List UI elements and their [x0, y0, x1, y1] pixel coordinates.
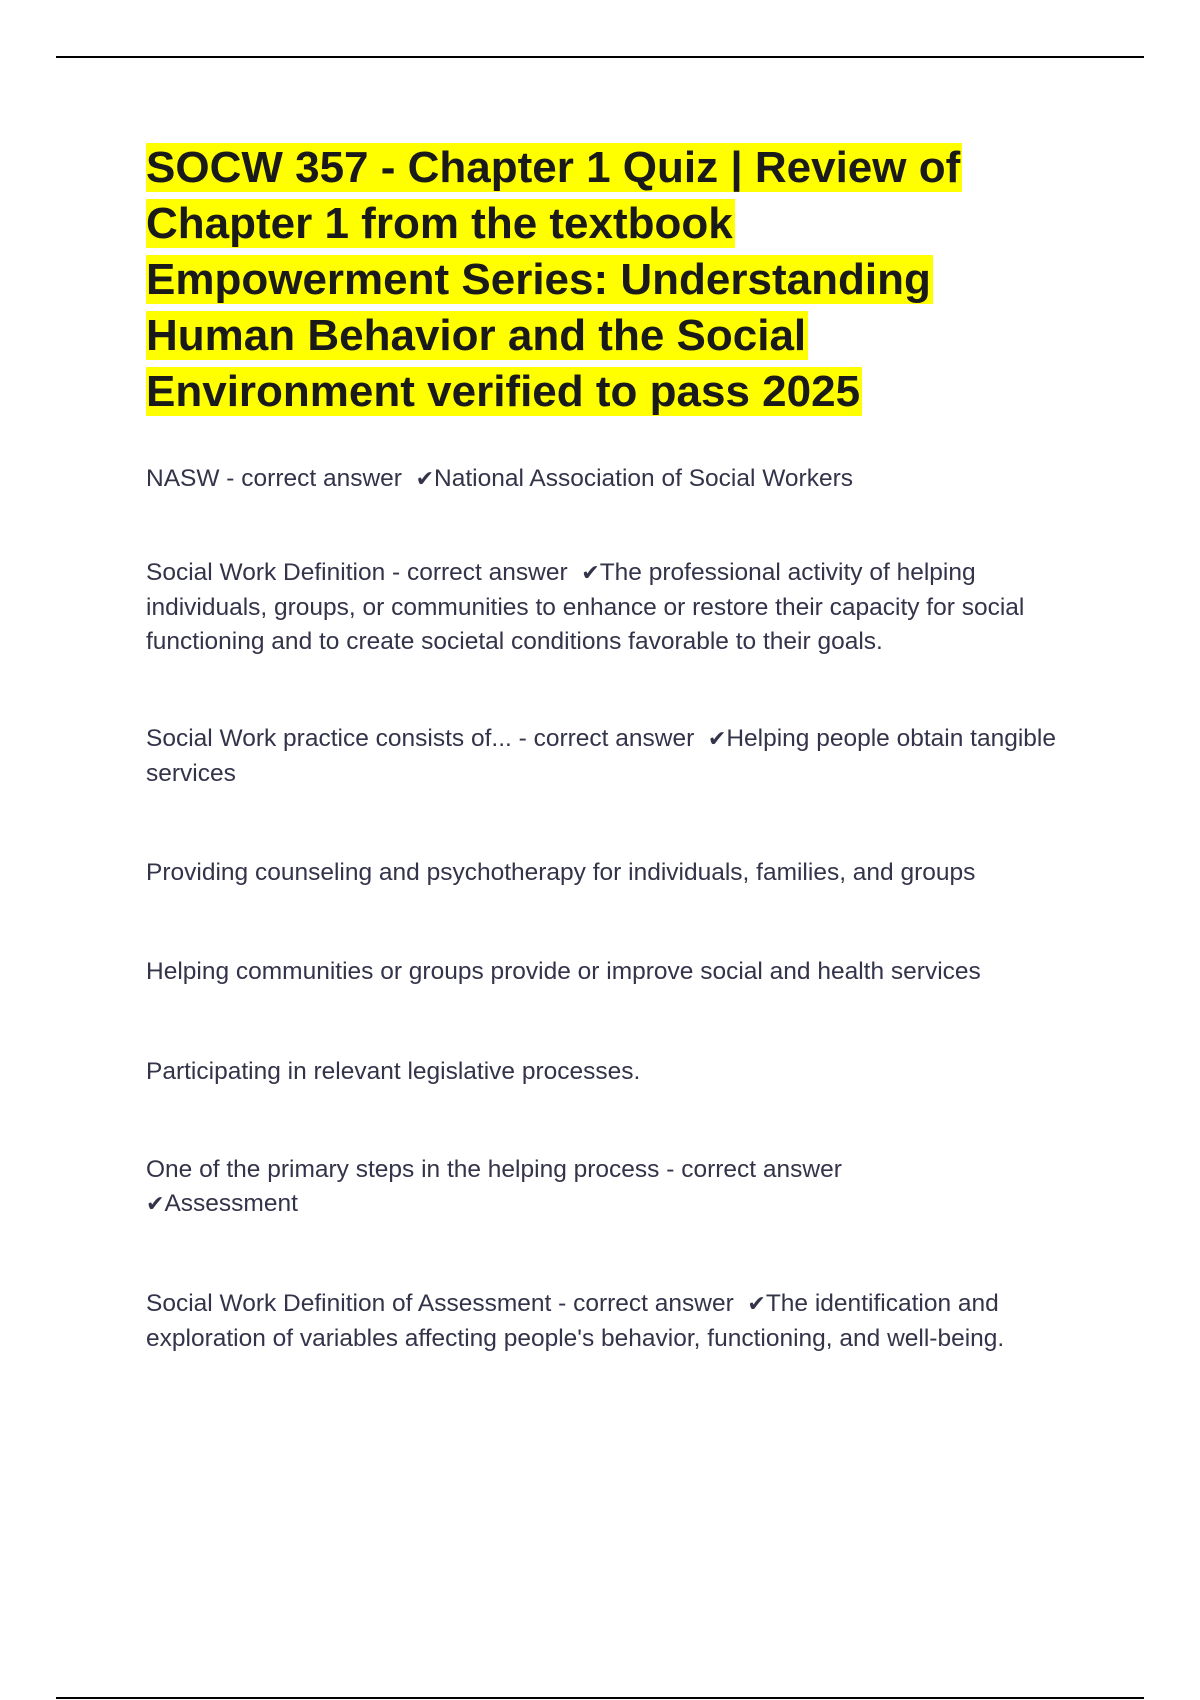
entry-term: Social Work practice consists of...	[146, 725, 512, 752]
check-icon: ✔	[581, 561, 600, 586]
qa-entry: Social Work practice consists of... - correct answer ✔Helping people obtain tangible services	[146, 725, 1056, 787]
entry-answer: The professional activity of helping individuals, groups, or communities to enhance or restore their capacity for social functioning and to create societal conditions favorable to their goals.	[146, 559, 1025, 655]
entry-answer: The identification and exploration of variables affecting people's behavior, functioning, and well-being.	[146, 1290, 1005, 1352]
entry-term: NASW	[146, 465, 220, 492]
title-highlight: SOCW 357 - Chapter 1 Quiz | Review of Chapter 1 from the textbook Empowerment Series: Understanding Human Behavior and the Social Environment verified to pass 2025	[146, 143, 961, 416]
answer-continuation: Participating in relevant legislative processes.	[146, 1058, 641, 1085]
qa-entry: One of the primary steps in the helping process - correct answer ✔Assessment	[146, 1156, 842, 1217]
answer-continuation: Providing counseling and psychotherapy for individuals, families, and groups	[146, 859, 976, 886]
check-icon: ✔	[146, 1192, 165, 1217]
entry-marker: correct answer	[533, 725, 695, 752]
document-body	[146, 140, 1086, 1356]
check-icon: ✔	[747, 1292, 766, 1317]
entry-term: Social Work Definition of Assessment	[146, 1290, 552, 1317]
document-title	[146, 140, 1026, 420]
entry-answer: National Association of Social Workers	[434, 465, 853, 492]
header-rule	[56, 56, 1144, 58]
qa-list	[146, 462, 1086, 1356]
qa-entry: Social Work Definition of Assessment - correct answer ✔The identification and exploration of variables affecting people's behavior, functioning, and well-being.	[146, 1290, 1005, 1352]
entry-marker: correct answer	[406, 559, 568, 586]
qa-entry: Social Work Definition - correct answer ✔The professional activity of helping individuals, groups, or communities to enhance or restore their capacity for social functioning and to create societal conditions favorable to their goals.	[146, 559, 1025, 655]
qa-entry: NASW - correct answer ✔National Association of Social Workers	[146, 465, 853, 492]
answer-continuation: Helping communities or groups provide or improve social and health services	[146, 958, 981, 985]
entry-marker: correct answer	[241, 465, 402, 492]
check-icon: ✔	[707, 727, 727, 752]
entry-answer: Assessment	[164, 1190, 298, 1217]
entry-marker: correct answer	[681, 1156, 842, 1183]
entry-marker: correct answer	[573, 1290, 734, 1317]
check-icon: ✔	[415, 467, 435, 492]
entry-term: One of the primary steps in the helping process	[146, 1156, 660, 1183]
entry-answer: Helping people obtain tangible services	[146, 725, 1056, 787]
footer-rule	[56, 1697, 1144, 1699]
entry-term: Social Work Definition	[146, 559, 386, 586]
